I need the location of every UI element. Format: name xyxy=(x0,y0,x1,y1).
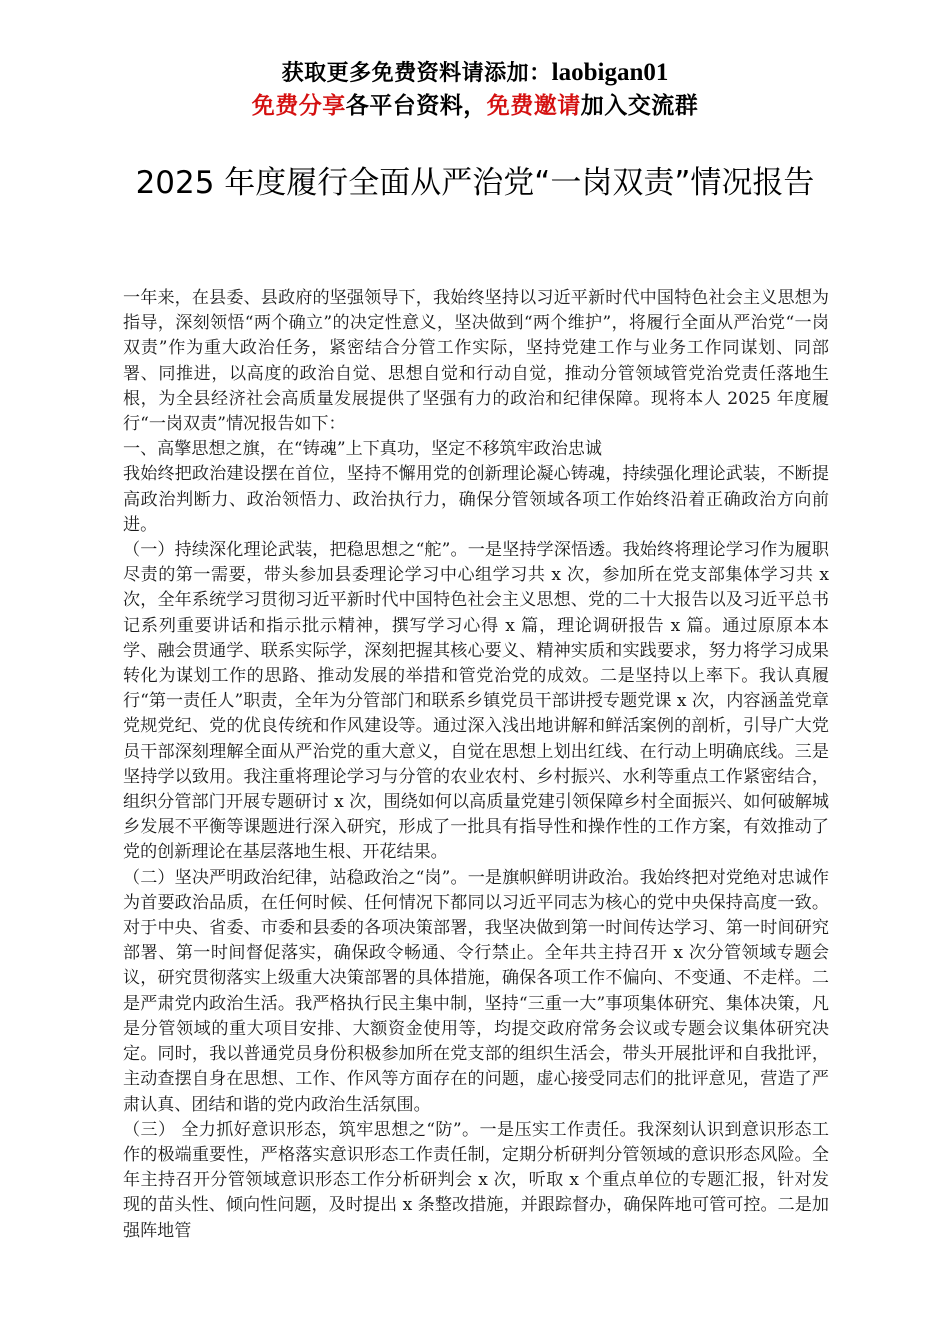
promo-text-join-group: 加入交流群 xyxy=(580,92,699,119)
promo-line-1-prefix: 获取更多免费资料请添加： xyxy=(281,60,552,86)
promo-banner xyxy=(0,58,950,122)
paragraph-subsection-2: （二）坚决严明政治纪律，站稳政治之“岗”。一是旗帜鲜明讲政治。我始终把对党绝对忠诚作为首要政治品质，在任何时候、任何情况下都同以习近平同志为核心的党中央保持高度一致。对于中央、省委、市委和县委的各项决策部署，我坚决做到第一时间传达学习、第一时间研究部署、第一时间督促落实，确保政令畅通、令行禁止。全年共主持召开 x 次分管领域专题会议，研究贯彻落实上级重大决策部署的具体措施，确保各项工作不偏向、不变通、不走样。二是严肃党内政治生活。我严格执行民主集中制，坚持“三重一大”事项集体研究、集体决策，凡是分管领域的重大项目安排、大额资金使用等，均提交政府常务会议或专题会议集体研究决定。同时，我以普通党员身份积极参加所在党支部的组织生活会，带头开展批评和自我批评，主动查摆自身在思想、工作、作风等方面存在的问题，虚心接受同志们的批评意见，营造了严肃认真、团结和谐的党内政治生活氛围。 xyxy=(123,867,829,1115)
promo-line-1 xyxy=(0,58,950,88)
promo-contact-handle: laobigan01 xyxy=(551,59,669,86)
paragraph-subsection-1: （一）持续深化理论武装，把稳思想之“舵”。一是坚持学深悟透。我始终将理论学习作为履职尽责的第一需要，带头参加县委理论学习中心组学习共 x 次，参加所在党支部集体学习共 x 次，全年系统学习贯彻习近平新时代中国特色社会主义思想、党的二十大报告以及习近平总书记系列重要讲话和指示批示精神，撰写学习心得 x 篇，理论调研报告 x 篇。通过原原本本学、融会贯通学、联系实际学，深刻把握其核心要义、精神实质和实践要求，努力将学习成果转化为谋划工作的思路、推动发展的举措和管党治党的成效。二是坚持以上率下。我认真履行“第一责任人”职责，全年为分管部门和联系乡镇党员干部讲授专题党课 x 次，内容涵盖党章党规党纪、党的优良传统和作风建设等。通过深入浅出地讲解和鲜活案例的剖析，引导广大党员干部深刻理解全面从严治党的重大意义，自觉在思想上划出红线、在行动上明确底线。三是坚持学以致用。我注重将理论学习与分管的农业农村、乡村振兴、水利等重点工作紧密结合，组织分管部门开展专题研讨 x 次，围绕如何以高质量党建引领保障乡村全面振兴、如何破解城乡发展不平衡等课题进行深入研究，形成了一批具有指导性和操作性的工作方案，有效推动了党的创新理论在基层落地生根、开花结果。 xyxy=(123,540,829,863)
paragraph-section-1-heading: 一、高擎思想之旗，在“铸魂”上下真功，坚定不移筑牢政治忠诚 xyxy=(123,439,603,460)
paragraph-intro: 一年来，在县委、县政府的坚强领导下，我始终坚持以习近平新时代中国特色社会主义思想为指导，深刻领悟“两个确立”的决定性意义，坚决做到“两个维护”，将履行全面从严治党“一岗双责”作为重大政治任务，紧密结合分管工作实际，坚持党建工作与业务工作同谋划、同部署、同推进，以高度的政治自觉、思想自觉和行动自觉，推动分管领域管党治党责任落地生根，为全县经济社会高质量发展提供了坚强有力的政治和纪律保障。现将本人 2025 年度履行“一岗双责”情况报告如下： xyxy=(123,288,829,435)
document-body xyxy=(123,286,829,1244)
paragraph-subsection-3: （三） 全力抓好意识形态，筑牢思想之“防”。一是压实工作责任。我深刻认识到意识形态工作的极端重要性，严格落实意识形态工作责任制，定期分析研判分管领域的意识形态风险。全年主持召开分管领域意识形态工作分析研判会 x 次，听取 x 个重点单位的专题汇报，针对发现的苗头性、倾向性问题，及时提出 x 条整改措施，并跟踪督办，确保阵地可管可控。二是加强阵地管 xyxy=(123,1119,829,1241)
promo-line-2 xyxy=(0,90,950,122)
promo-highlight-invite: 免费邀请 xyxy=(486,92,581,119)
page-title: 2025 年度履行全面从严治党“一岗双责”情况报告 xyxy=(135,165,815,201)
promo-highlight-share: 免费分享 xyxy=(251,92,346,119)
promo-text-platforms: 各平台资料， xyxy=(345,92,487,119)
paragraph-section-1-lead: 我始终把政治建设摆在首位，坚持不懈用党的创新理论凝心铸魂，持续强化理论武装，不断提高政治判断力、政治领悟力、政治执行力，确保分管领域各项工作始终沿着正确政治方向前进。 xyxy=(123,464,829,535)
